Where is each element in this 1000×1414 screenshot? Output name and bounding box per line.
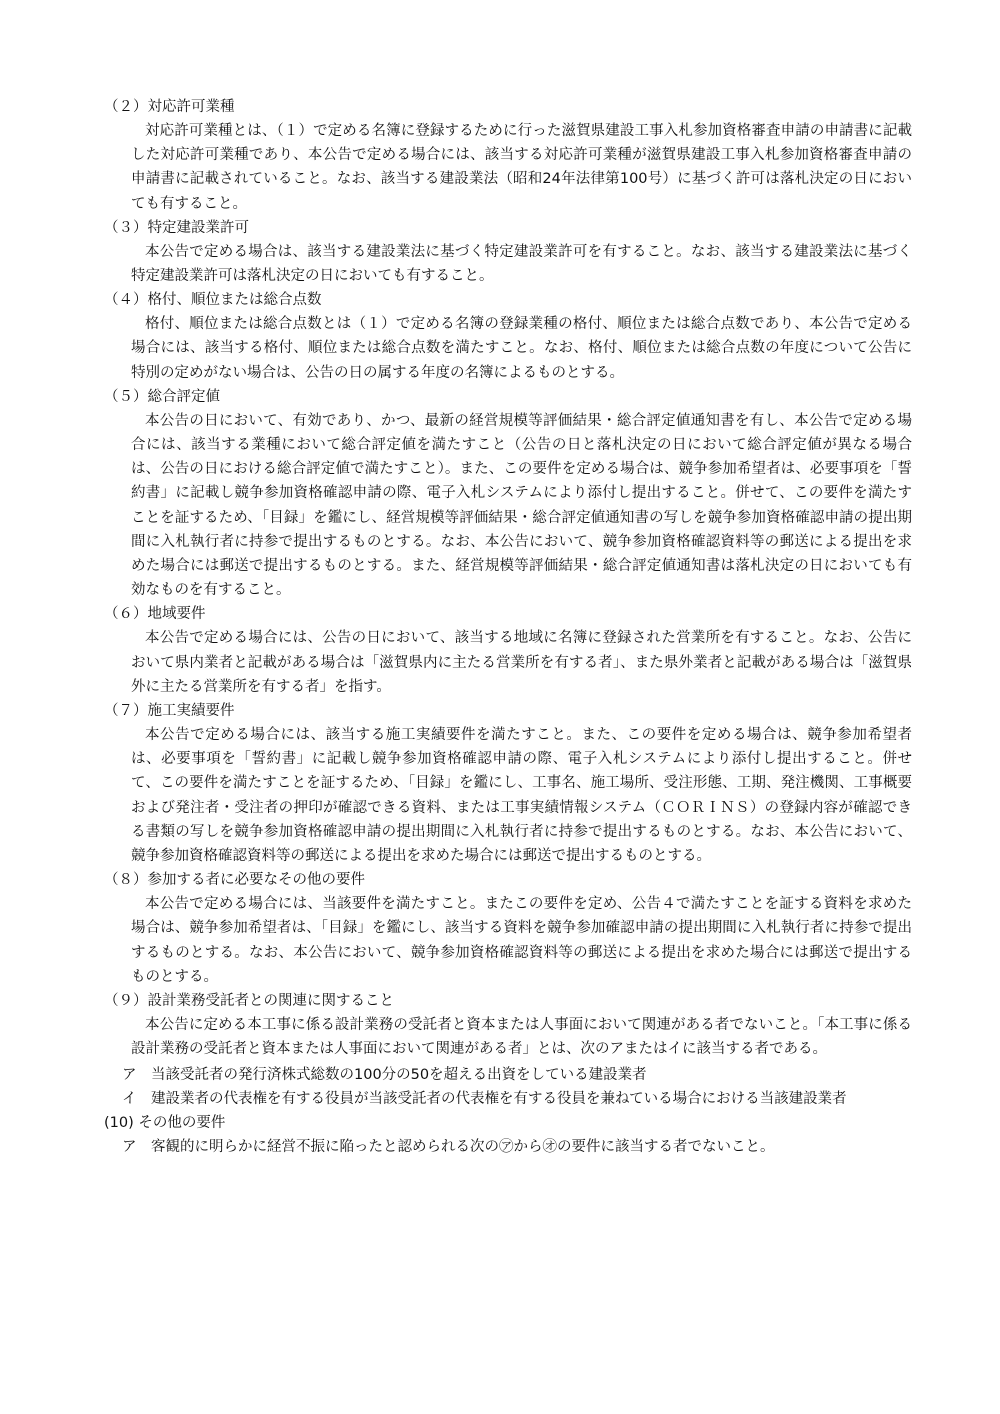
section-heading: （６）地域要件 [104, 606, 206, 623]
section-paragraph: 本公告の日において、有効であり、かつ、最新の経営規模等評価結果・総合評定値通知書を有し、本公告で定める場合には、該当する業種において総合評定値を満たすこと（公告の日と落札決定の日において総合評定値が異なる場合は、公告の日における総合評定値で満たすこと）。また、この要件を定める場合は、競争参加希望者は、必要事項を「誓約書」に記載し競争参加資格確認申請の際、電子入札システムにより添付し提出すること。併せて、この要件を満たすことを証するため、「目録」を鑑にし、経営規模等評価結果・総合評定値通知書の写しを競争参加資格確認申請の提出期間に入札執行者に持参で提出するものとする。なお、本公告において、競争参加資格確認資料等の郵送による提出を求めた場合には郵送で提出するものとする。また、経営規模等評価結果・総合評定値通知書は落札決定の日においても有効なものを有すること。 [131, 412, 912, 599]
section-4 [104, 288, 912, 385]
section-heading: （９）設計業務受託者との関連に関すること [104, 993, 394, 1010]
section-heading: （７）施工実績要件 [104, 703, 235, 720]
section-paragraph: 格付、順位または総合点数とは（１）で定める名簿の登録業種の格付、順位または総合点数であり、本公告で定める場合には、該当する格付、順位または総合点数を満たすこと。なお、格付、順位または総合点数の年度について公告に特別の定めがない場合は、公告の日の属する年度の名簿によるものとする。 [131, 316, 912, 381]
section-paragraph: 本公告で定める場合は、該当する建設業法に基づく特定建設業許可を有すること。なお、該当する建設業法に基づく特定建設業許可は落札決定の日においても有すること。 [131, 243, 912, 285]
section-2 [104, 95, 912, 216]
section-paragraph: 本公告で定める場合には、公告の日において、該当する地域に名簿に登録された営業所を有すること。なお、公告において県内業者と記載がある場合は「滋賀県内に主たる営業所を有する者」、また県外業者と記載がある場合は「滋賀県外に主たる営業所を有する者」を指す。 [131, 630, 912, 695]
section-9 [104, 989, 912, 1111]
list-item: ア 当該受託者の発行済株式総数の100分の50を超える出資をしている建設業者 [122, 1066, 647, 1083]
section-heading: (10) その他の要件 [104, 1114, 226, 1131]
section-paragraph: 本公告で定める場合には、該当する施工実績要件を満たすこと。また、この要件を定める場合は、競争参加希望者は、必要事項を「誓約書」に記載し競争参加資格確認申請の際、電子入札システムにより添付し提出すること。併せて、この要件を満たすことを証するため、「目録」を鑑にし、工事名、施工場所、受注形態、工期、発注機関、工事概要および発注者・受注者の押印が確認できる資料、または工事実績情報システム（ＣＯＲＩＮＳ）の登録内容が確認できる書類の写しを競争参加資格確認申請の提出期間に入札執行者に持参で提出するものとする。なお、本公告において、競争参加資格確認資料等の郵送による提出を求めた場合には郵送で提出するものとする。 [131, 727, 912, 865]
document-page [104, 95, 912, 1159]
section-10 [104, 1111, 912, 1159]
section-7 [104, 699, 912, 868]
section-8 [104, 868, 912, 989]
section-heading: （５）総合評定値 [104, 388, 220, 405]
section-paragraph: 本公告に定める本工事に係る設計業務の受託者と資本または人事面において関連がある者でないこと。「本工事に係る設計業務の受託者と資本または人事面において関連がある者」とは、次のアまたはイに該当する者である。 [131, 1017, 912, 1058]
list-item: ア 客観的に明らかに経営不振に陥ったと認められる次の㋐から㋔の要件に該当する者でないこと。 [122, 1138, 775, 1155]
section-heading: （４）格付、順位または総合点数 [104, 292, 322, 309]
section-5 [104, 385, 912, 603]
section-heading: （３）特定建設業許可 [104, 219, 249, 236]
section-paragraph: 対応許可業種とは、（１）で定める名簿に登録するために行った滋賀県建設工事入札参加資格審査申請の申請書に記載した対応許可業種であり、本公告で定める場合には、該当する対応許可業種が滋賀県建設工事入札参加資格審査申請の申請書に記載されていること。なお、該当する建設業法（昭和24年法律第100号）に基づく許可は落札決定の日においても有すること。 [131, 123, 912, 212]
section-6 [104, 602, 912, 699]
section-paragraph: 本公告で定める場合には、当該要件を満たすこと。またこの要件を定め、公告４で満たすことを証する資料を求めた場合は、競争参加希望者は、「目録」を鑑にし、該当する資料を競争参加確認申請の提出期間に入札執行者に持参で提出するものとする。なお、本公告において、競争参加資格確認資料等の郵送による提出を求めた場合には郵送で提出するものとする。 [131, 896, 912, 985]
section-heading: （２）対応許可業種 [104, 99, 235, 115]
section-heading: （８）参加する者に必要なその他の要件 [104, 872, 365, 889]
list-item: イ 建設業者の代表権を有する役員が当該受託者の代表権を有する役員を兼ねている場合における当該建設業者 [122, 1090, 847, 1107]
section-3 [104, 216, 912, 288]
